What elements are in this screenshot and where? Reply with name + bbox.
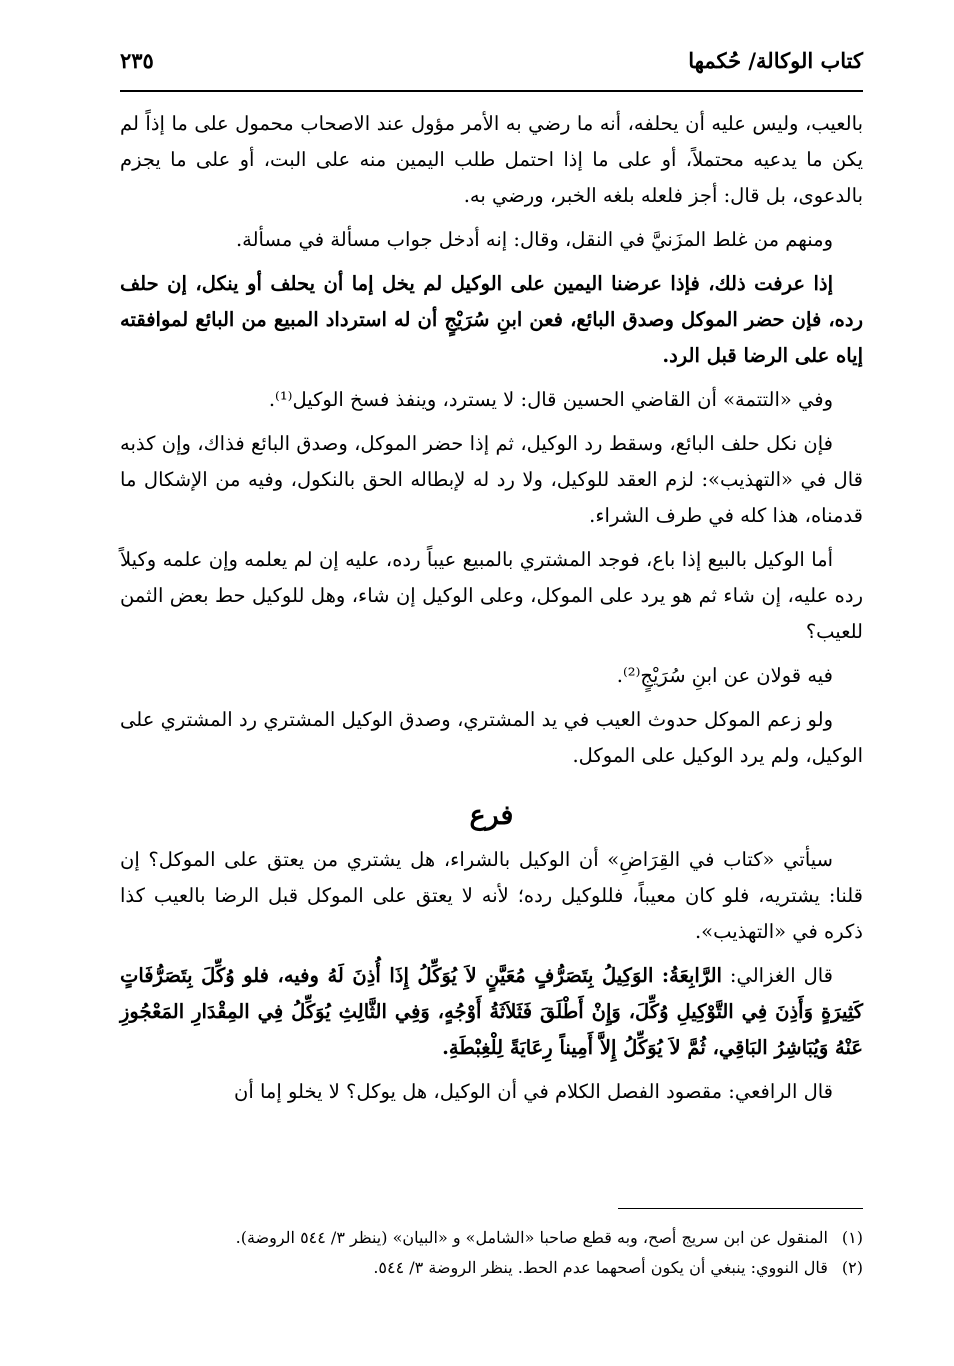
paragraph-10-matn: الرَّابِعَةُ: الوَكِيلُ بِتَصَرُّفٍ مُعَيَّنٍ لاَ يُوَكِّلُ إِذَا أُذِنَ لَهُ وفيه، فلو وُكِّلَ بِتَصَرُّفَاتٍ كَثِيرَةٍ وَأَذِنَ فِي التَّوْكِيلِ وُكِّلَ، وَإِنْ أَطْلَقَ فَثَلاَثَةُ أَوْجُهٍ، وَفِي الثَّالِثِ يُوَكِّلُ فِي المِقْدَارِ المَعْجُوزِ عَنْهُ وَيُبَاشِرُ البَاقِي، ثُمَّ لاَ يُوَكِّلُ إِلاَّ أَمِيناً رِعَايَةً لِلْغِبْطَةِ. — [120, 964, 863, 1059]
footnote-rule — [618, 1208, 863, 1209]
body-text — [120, 106, 863, 1110]
footnote-2-text: قال النووي: ينبغي أن يكون أصحهما عدم الحط. ينظر الروضة ٣/ ٥٤٤. — [373, 1258, 828, 1277]
page-number: ٢٣٥ — [120, 48, 154, 73]
paragraph-10-lead: قال الغزالي: — [729, 964, 833, 987]
footnote-2 — [120, 1253, 863, 1283]
paragraph-10 — [120, 958, 863, 1066]
footnote-2-number: (٢) — [841, 1258, 863, 1277]
page-header — [120, 48, 863, 92]
book-page — [120, 48, 863, 1348]
running-title: كتاب الوكالة/ حُكمها — [688, 48, 863, 73]
paragraph-2: ومنهم من غلط المزَنيَّ في النقل، وقال: إنه أدخل جواب مسألة في مسألة. — [235, 228, 833, 251]
paragraph-9: سيأتي «كتاب في القِرَاضِ» أن الوكيل بالشراء، هل يشتري من يعتق على الموكل؟ إن قلنا: يشتريه، فلو كان معيباً، فللوكيل رده؛ لأنه لا يعتق على الموكل قبل الرضا بالعيب كذا ذكره في «التهذيب». — [120, 848, 863, 943]
section-heading: فرع — [469, 800, 514, 831]
paragraph-4: وفي «التتمة» أن القاضي الحسين قال: لا يسترد، وينفذ فسخ الوكيل⁽¹⁾. — [268, 388, 833, 411]
footnote-1-number: (١) — [841, 1228, 863, 1247]
paragraph-3-matn: إذا عرفت ذلك، فإذا عرضنا اليمين على الوكيل لم يخل إما أن يحلف أو ينكل، إن حلف رده، فإن حضر الموكل وصدق البائع، فعن ابنِ سُرَيْجٍ أن له استرداد المبيع من البائع لموافقته إياه على الرضا قبل الرد. — [120, 272, 863, 367]
paragraph-11: قال الرافعي: مقصود الفصل الكلام في أن الوكيل، هل يوكل؟ لا يخلو إما أن — [234, 1080, 833, 1103]
paragraph-6: أما الوكيل بالبيع إذا باع، فوجد المشتري بالمبيع عيباً رده، عليه إن لم يعلمه وإن علمه وكيلاً رده عليه، إن شاء ثم هو يرد على الموكل، وعلى الوكيل إن شاء، وهل للوكيل حط بعض الثمن للعيب؟ — [120, 548, 863, 643]
footnote-1-text: المنقول عن ابن سريج أصح، وبه قطع صاحبا «الشامل» و «البيان» (ينظر ٣/ ٥٤٤ الروضة). — [235, 1228, 828, 1247]
footnotes — [120, 1208, 863, 1283]
paragraph-5: فإن نكل حلف البائع، وسقط رد الوكيل، ثم إذا حضر الموكل، وصدق البائع فذاك، وإن كذبه قال في «التهذيب»: لزم العقد للوكيل، ولا رد له لإبطاله الحق بالنكول، وفيه من الإشكال ما قدمناه، هذا كله في طرف الشراء. — [120, 432, 863, 527]
paragraph-8: ولو زعم الموكل حدوث العيب في يد المشتري، وصدق الوكيل المشتري رد المشتري على الوكيل، ولم يرد الوكيل على الموكل. — [120, 708, 863, 767]
paragraph-7: فيه قولان عن ابنِ سُرَيْجٍ⁽²⁾. — [616, 664, 833, 687]
footnote-1 — [120, 1223, 863, 1253]
paragraph-1: بالعيب، وليس عليه أن يحلفه، أنه ما رضي به الأمر مؤول عند الاصحاب محمول على ما إذاً لم يكن ما يدعيه محتملاً، أو على ما إذا احتمل طلب اليمين منه على البت، أو على ما يجزم بالدعوى، بل قال: أجز فلعله بلغه الخبر، ورضي به. — [120, 112, 863, 207]
